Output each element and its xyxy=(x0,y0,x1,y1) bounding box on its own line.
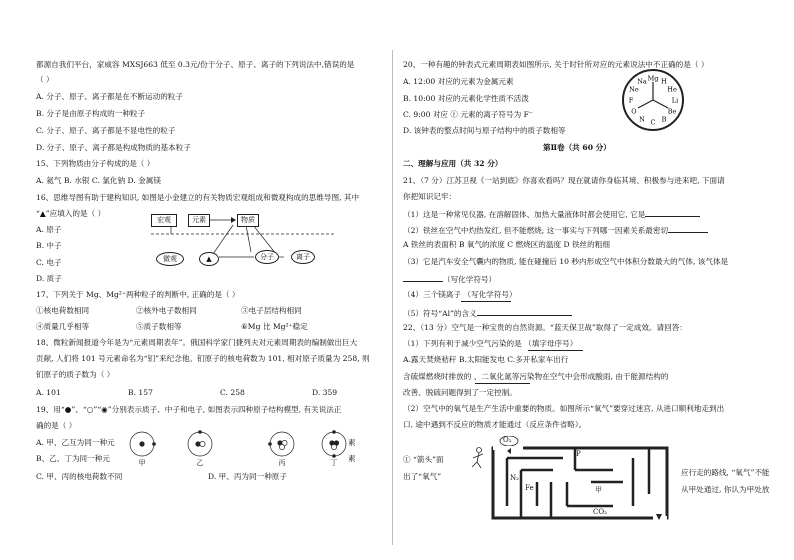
q21-q3-blank[interactable] xyxy=(403,273,443,282)
q21-line-7 xyxy=(403,273,496,285)
q14-option-a: A. 分子、原子、离子都是在不断运动的粒子 xyxy=(36,92,183,101)
atom-ding xyxy=(320,430,348,461)
q20-opt-c: C. 9:00 对应 ⓕ 元素的离子符号为 F⁻ xyxy=(403,110,533,119)
q21-q1-text: （1）这是一种常见仪器, 在溶解固体、加热大量液体时都会使用它, 它是 xyxy=(403,210,646,219)
q19-opt-d: D. 甲、丙为同一种原子 xyxy=(208,472,287,481)
q22-line-1: 22、（13 分）空气是一种宝贵的自然资源。“蓝天保卫战”取得了一定成效。请回答： xyxy=(403,323,687,332)
atom-bing-diagram xyxy=(268,430,296,458)
q18-opt-c: C. 258 xyxy=(220,388,245,397)
atom-label-ding: 丁 xyxy=(330,459,338,467)
q21-line-3 xyxy=(403,208,700,220)
atom-jia xyxy=(128,430,156,461)
q16-option-a: A. 原子 xyxy=(36,225,62,234)
element-clock-face xyxy=(621,68,685,132)
q14-option-c: C. 分子、原子、离子都是不显电性的粒子 xyxy=(36,126,176,135)
q17-opt-3: ③电子层结构相同 xyxy=(241,306,302,315)
q21-q5-text: （5）符号“Al”的含义 xyxy=(403,309,477,318)
column-divider xyxy=(392,50,393,545)
q21-line-8: （4）三个镁离子 （写化学符号） xyxy=(403,290,517,299)
q19-opt-a: A. 甲、乙互为同一种元 xyxy=(36,438,115,447)
q15-options: A. 氦气 B. 水银 C. 氯化钠 D. 金属镁 xyxy=(36,176,161,185)
atom-label-jia: 甲 xyxy=(138,459,146,467)
q21-line-9 xyxy=(403,307,572,319)
q20-opt-b: B. 10:00 对应的元素化学性质不活泼 xyxy=(403,94,529,103)
atom-yi xyxy=(186,430,214,461)
q18-opt-d: D. 359 xyxy=(312,388,338,397)
q14-option-b: B. 分子是由原子构成的一种粒子 xyxy=(36,109,146,118)
q22-q1-blank[interactable] xyxy=(528,342,583,351)
q18-opt-a: A. 101 xyxy=(36,388,61,397)
q22-line-4: 含硫煤燃烧时排放的 、二氧化氮等污染物在空气中会形成酸雨, 由于能源结构的 xyxy=(403,372,669,381)
q16-stem: 16、思维导图有助于建构知识, 如图是小金建立的有关物质宏观组成和微观构成的思维导图, 其中 xyxy=(36,193,360,202)
q16-option-c: C. 电子 xyxy=(36,258,62,267)
q21-line-5: A 铁丝的表面积 B 氧气的浓度 C 燃烧区的温度 D 铁丝的粗细 xyxy=(403,240,610,249)
section-title: 第Ⅱ卷（共 60 分） xyxy=(543,143,611,152)
q21-line-1: 21、（7 分）江苏卫视《一站到底》你喜欢看吗？现在就请你身临其境、积极参与进来吧, 下面请 xyxy=(403,176,725,185)
q21-line-6: （3）它是汽车安全气囊内的物质, 能在碰撞后 10 秒内形成空气中体积分数最大的气体, 该气体是 xyxy=(403,257,729,266)
maze-fe: Fe xyxy=(525,484,534,492)
q18-line-1: 18、微粒新闻报道今年是为“元素周期表年”。俄国科学家门捷列夫对元素周期表的编制做出巨大 xyxy=(36,338,358,347)
q19-suffix-1: 素 xyxy=(348,438,356,447)
q17-opt-2: ②核外电子数相同 xyxy=(136,306,197,315)
q16-stem2: “▲”应填入的是（ ） xyxy=(36,209,106,218)
q17-opt-1: ①核电荷数相同 xyxy=(36,306,90,315)
q21-q2-text: （2）铁丝在空气中灼热发红, 但不能燃烧, 这一事实与下列哪一因素关系最密切 xyxy=(403,226,669,235)
concept-triangle: ▲ xyxy=(199,252,219,266)
clock-label-h: H xyxy=(661,77,667,86)
q17-opt-6: ⑥Mg 比 Mg²⁺稳定 xyxy=(241,322,308,331)
atom-ding-diagram xyxy=(320,430,348,458)
concept-element: 元素 xyxy=(188,214,210,227)
atom-bing xyxy=(268,430,296,461)
clock-label-f: F xyxy=(628,96,634,105)
q20-opt-a: A. 12:00 对应的元素为金属元素 xyxy=(403,77,514,86)
clock-label-he: He xyxy=(667,85,677,94)
q18-line-2: 贡献, 人们将 101 号元素命名为“钔”来纪念他。钔原子的核电荷数为 101, 相对原子质量为 258, 则 xyxy=(36,354,370,363)
q20-opt-d: D. 该钟表的整点时间与原子结构中的质子数相等 xyxy=(403,126,566,135)
q17-opt-5: ⑤质子数相等 xyxy=(136,322,182,331)
maze-o2: O₂ xyxy=(503,436,512,444)
atom-label-bing: 丙 xyxy=(278,459,286,467)
q22-line-3: A.露天焚烧秸秆 B.太阳能发电 C.多开私家车出行 xyxy=(403,355,569,364)
q22-line-7: 口, 途中遇到不反应的物质才能通过（反应条件省略）。 xyxy=(403,420,587,429)
maze-jia: 甲 xyxy=(595,486,602,494)
clock-label-b: B xyxy=(661,115,667,124)
q22-maze-right-2: 从甲处通过, 你认为甲处放 xyxy=(681,485,770,494)
q19-opt-c: C. 甲、丙的核电荷数不同 xyxy=(36,472,123,481)
clock-label-be: Be xyxy=(667,107,677,116)
q18-line-3: 钔原子的质子数为（ ） xyxy=(36,370,115,379)
clock-label-na: Na xyxy=(637,77,647,86)
concept-macro: 宏观 xyxy=(151,214,177,227)
clock-label-mg: Mg xyxy=(647,74,659,83)
q15-stem: 15、下列物质由分子构成的是（ ） xyxy=(36,159,155,168)
q19-suffix-2: 素 xyxy=(348,454,356,463)
q20-stem: 20、一种有趣的钟表式元素周期表如图所示, 关于时针所对应的元素说法中不正确的是（ ） xyxy=(403,60,709,69)
concept-ion: 离子 xyxy=(291,250,315,264)
clock-label-c: C xyxy=(650,118,656,127)
concept-substance: 物质 xyxy=(237,214,259,227)
clock-label-li: Li xyxy=(671,96,679,105)
q21-q4-blank[interactable] xyxy=(461,293,511,302)
maze-p: P xyxy=(576,450,581,458)
section2-title: 二、理解与应用（共 32 分） xyxy=(403,159,503,168)
q19-stem: 19、用“●”、“○”“◉”分别表示质子、中子和电子, 如图表示四种原子结构模型, 有关说法正 xyxy=(36,405,342,414)
q21-line-2: 你把知识记牢： xyxy=(403,192,457,201)
q19-stem2: 确的是（ ） xyxy=(36,421,77,430)
q22-maze-left-2: 出了“氧气” xyxy=(403,472,442,481)
q22-line-5: 改善、脱硫问题得到了一定控制。 xyxy=(403,388,517,397)
q14-blank: （ ） xyxy=(36,75,54,84)
q21-q2-blank[interactable] xyxy=(668,224,708,233)
maze-n2: N₂ xyxy=(510,474,519,482)
q21-q3-suffix: （写化学符号） xyxy=(443,275,497,284)
q16-option-b: B. 中子 xyxy=(36,241,62,250)
concept-map xyxy=(151,212,336,274)
q18-opt-b: B. 157 xyxy=(128,388,153,397)
q22-line-6: （2）空气中的氧气是生产生活中重要的物质。如图所示“氧气”要穿过迷宫, 从进口顺利地走到出 xyxy=(403,404,725,413)
q22-maze-left-1: ① “箭头”面 xyxy=(403,455,444,464)
atom-label-yi: 乙 xyxy=(196,459,204,467)
q17-opt-4: ④质量几乎相等 xyxy=(36,322,90,331)
q19-opt-b: B、乙、丁为同一种元 xyxy=(36,454,110,463)
q14-option-d: D. 分子、原子、离子都是构成物质的基本粒子 xyxy=(36,143,191,152)
element-clock xyxy=(621,68,685,132)
atom-yi-diagram xyxy=(186,430,214,458)
concept-micro: 微观 xyxy=(156,252,184,266)
maze-walls xyxy=(463,436,669,520)
q14-stem: 都源自我们平台，家威容 MXSJ663 低至 0.3元/份于分子、原子、离子的下列说法中,错误的是 xyxy=(36,60,355,69)
oxygen-maze xyxy=(463,436,669,520)
q22-line-2: （1）下列有利于减少空气污染的是 （填字母序号） xyxy=(403,339,578,348)
atom-jia-diagram xyxy=(128,430,156,458)
clock-label-n: N xyxy=(639,115,645,124)
q21-q1-blank[interactable] xyxy=(645,208,700,217)
maze-co2: CO₂ xyxy=(593,508,607,516)
q17-stem: 17、下列关于 Mg、Mg²⁺两种粒子的判断中, 正确的是（ ） xyxy=(36,290,240,299)
q22-so2-blank[interactable] xyxy=(475,375,530,384)
clock-label-ne: Ne xyxy=(629,85,639,94)
q21-line-4 xyxy=(403,224,708,236)
q22-maze-right-1: 应行走的路线, “氧气”不能 xyxy=(681,468,770,477)
q16-option-d: D. 质子 xyxy=(36,274,62,283)
concept-molecule: 分子 xyxy=(255,250,279,264)
q21-q5-blank[interactable] xyxy=(477,307,572,316)
clock-label-o: O xyxy=(631,107,637,116)
